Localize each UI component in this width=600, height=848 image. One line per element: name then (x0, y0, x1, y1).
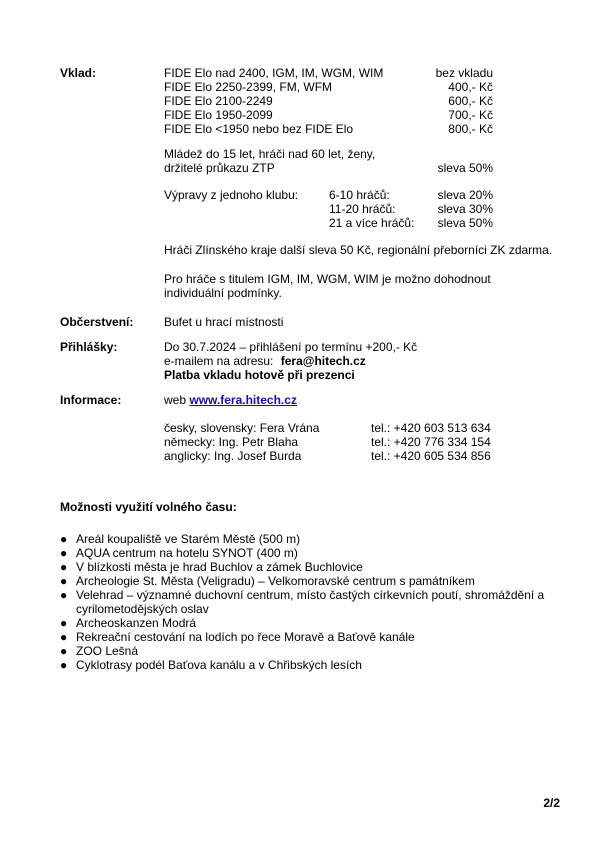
page-number: 2/2 (543, 796, 560, 810)
free-time-list (60, 532, 576, 672)
contact-phone: tel.: +420 605 534 856 (371, 449, 491, 463)
zlin-note: Hráči Zlínského kraje další sleva 50 Kč, regionální přeborníci ZK zdarma. (164, 243, 553, 257)
email-prefix: e-mailem na adresu: (164, 354, 274, 368)
fee-amount: 800,- Kč (448, 122, 493, 136)
fee-amount: bez vkladu (435, 66, 493, 80)
deadline-text: Do 30.7.2024 – přihlášení po termínu +200,- Kč (164, 340, 418, 354)
bullet-icon: ● (60, 630, 68, 644)
fee-amount: 400,- Kč (448, 80, 493, 94)
contact-name: česky, slovensky: Fera Vrána (164, 421, 320, 435)
fee-desc: FIDE Elo 1950-2099 (164, 108, 273, 122)
informace-label: Informace: (60, 393, 122, 407)
list-item: ● AQUA centrum na hotelu SYNOT (400 m) (60, 546, 298, 560)
fee-desc: FIDE Elo 2100-2249 (164, 94, 273, 108)
web-line (164, 393, 297, 407)
list-item: ● Velehrad – významné duchovní centrum, místo častých církevních poutí, shromáždění a cyrilometodějských oslav (60, 588, 545, 616)
payment-note: Platba vkladu hotově při prezenci (164, 368, 355, 382)
contact-name: německy: Ing. Petr Blaha (164, 435, 299, 449)
email-line (164, 354, 366, 368)
list-item: ● ZOO Lešná (60, 644, 139, 658)
titles-line-2: individuální podmínky. (164, 286, 282, 300)
contact-name: anglicky: Ing. Josef Burda (164, 449, 302, 463)
web-prefix: web (164, 393, 187, 407)
fee-amount: 600,- Kč (448, 94, 493, 108)
fee-amount: 700,- Kč (448, 108, 493, 122)
club-discount: sleva 50% (437, 216, 493, 230)
bullet-icon: ● (60, 532, 68, 546)
fee-desc: FIDE Elo <1950 nebo bez FIDE Elo (164, 122, 354, 136)
bullet-icon: ● (60, 574, 68, 588)
fee-desc: FIDE Elo nad 2400, IGM, IM, WGM, WIM (164, 66, 384, 80)
obcerstveni-text: Bufet u hrací místnosti (164, 315, 284, 329)
youth-discount: sleva 50% (437, 161, 493, 175)
free-time-heading: Možnosti využití volného času: (60, 500, 237, 514)
club-discount: sleva 30% (437, 202, 493, 216)
list-item: ● Archeologie St. Města (Veligradu) – Velkomoravské centrum s památníkem (60, 574, 475, 588)
list-item: ● Cyklotrasy podél Baťova kanálu a v Chřibských lesích (60, 658, 362, 672)
bullet-icon: ● (60, 588, 68, 602)
list-item: ● Areál koupaliště ve Starém Městě (500 m) (60, 532, 301, 546)
fee-desc: FIDE Elo 2250-2399, FM, WFM (164, 80, 333, 94)
web-link[interactable]: www.fera.hitech.cz (189, 393, 297, 407)
email-address[interactable]: fera@hitech.cz (280, 354, 366, 368)
club-range: 11-20 hráčů: (329, 202, 396, 216)
vklad-label: Vklad: (60, 66, 97, 80)
list-item: ● Archeoskanzen Modrá (60, 616, 197, 630)
list-item: ● V blízkosti města je hrad Buchlov a zámek Buchlovice (60, 560, 363, 574)
youth-line-2: držitelé průkazu ZTP (164, 161, 275, 175)
contact-phone: tel.: +420 776 334 154 (371, 435, 491, 449)
list-item: ● Rekreační cestování na lodích po řece Moravě a Baťově kanále (60, 630, 415, 644)
bullet-icon: ● (60, 644, 68, 658)
bullet-icon: ● (60, 560, 68, 574)
youth-line-1: Mládež do 15 let, hráči nad 60 let, ženy, (164, 147, 376, 161)
bullet-icon: ● (60, 658, 68, 672)
club-range: 21 a více hráčů: (329, 216, 415, 230)
club-discount: sleva 20% (437, 188, 493, 202)
club-label: Výpravy z jednoho klubu: (164, 188, 299, 202)
bullet-icon: ● (60, 546, 68, 560)
contact-phone: tel.: +420 603 513 634 (371, 421, 491, 435)
titles-line-1: Pro hráče s titulem IGM, IM, WGM, WIM je možno dohodnout (164, 272, 491, 286)
prihlasky-label: Přihlášky: (60, 340, 118, 354)
bullet-icon: ● (60, 616, 68, 630)
club-range: 6-10 hráčů: (329, 188, 390, 202)
obcerstveni-label: Občerstvení: (60, 315, 134, 329)
